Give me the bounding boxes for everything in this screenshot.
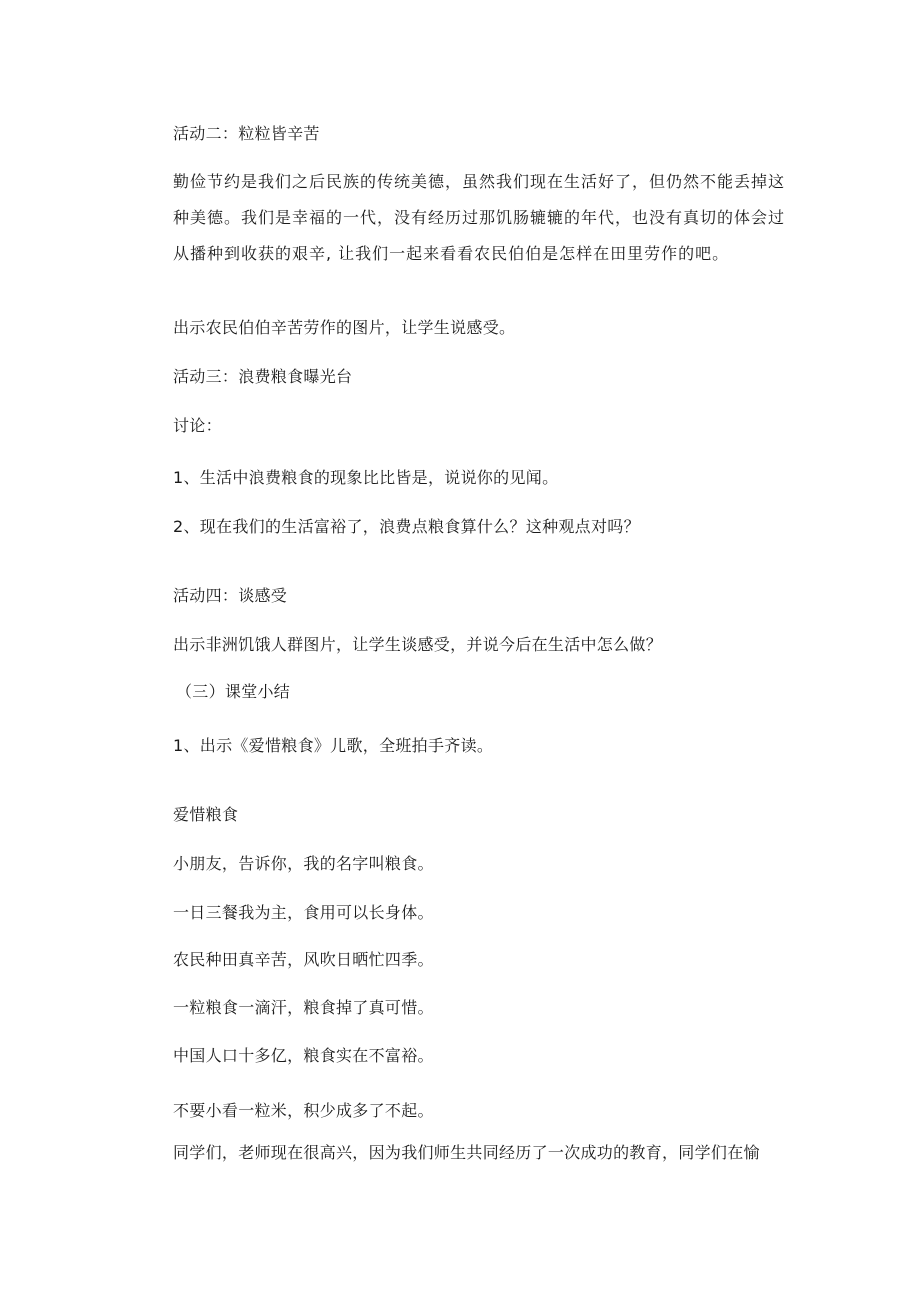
poem-line-1: 小朋友，告诉你，我的名字叫粮食。	[173, 854, 434, 873]
discuss-label: 讨论：	[173, 416, 222, 435]
poem-line-3: 农民种田真辛苦，风吹日晒忙四季。	[173, 950, 434, 969]
activity2-title: 活动二：粒粒皆辛苦	[173, 124, 320, 143]
activity2-body: 勤俭节约是我们之后民族的传统美德，虽然我们现在生活好了，但仍然不能丢掉这种美德。我们是幸福的一代，没有经历过那饥肠辘辘的年代，也没有真切的体会过从播种到收获的艰辛, 让我们一起来看看农民伯伯是怎样在田里劳作的吧。	[173, 172, 786, 263]
poem-line-2: 一日三餐我为主，食用可以长身体。	[173, 903, 434, 922]
poem-line-6: 不要小看一粒米，积少成多了不起。	[173, 1101, 434, 1120]
summary-title: （三）课堂小结	[176, 682, 291, 701]
activity4-show: 出示非洲饥饿人群图片，让学生谈感受，并说今后在生活中怎么做？	[173, 635, 663, 654]
activity3-title: 活动三：浪费粮食曝光台	[173, 367, 353, 386]
discuss-item-1: 1、生活中浪费粮食的现象比比皆是，说说你的见闻。	[173, 468, 559, 487]
poem-line-4: 一粒粮食一滴汗，粮食掉了真可惜。	[173, 998, 434, 1017]
poem-title: 爱惜粮食	[173, 805, 239, 824]
poem-line-5: 中国人口十多亿，粮食实在不富裕。	[173, 1046, 434, 1065]
closing-paragraph: 同学们，老师现在很高兴，因为我们师生共同经历了一次成功的教育，同学们在愉	[173, 1143, 760, 1162]
activity4-title: 活动四：谈感受	[173, 586, 288, 605]
activity2-show: 出示农民伯伯辛苦劳作的图片，让学生说感受。	[173, 318, 516, 337]
discuss-item-2: 2、现在我们的生活富裕了，浪费点粮食算什么？这种观点对吗？	[173, 517, 640, 536]
summary-item-1: 1、出示《爱惜粮食》儿歌，全班拍手齐读。	[173, 736, 494, 755]
